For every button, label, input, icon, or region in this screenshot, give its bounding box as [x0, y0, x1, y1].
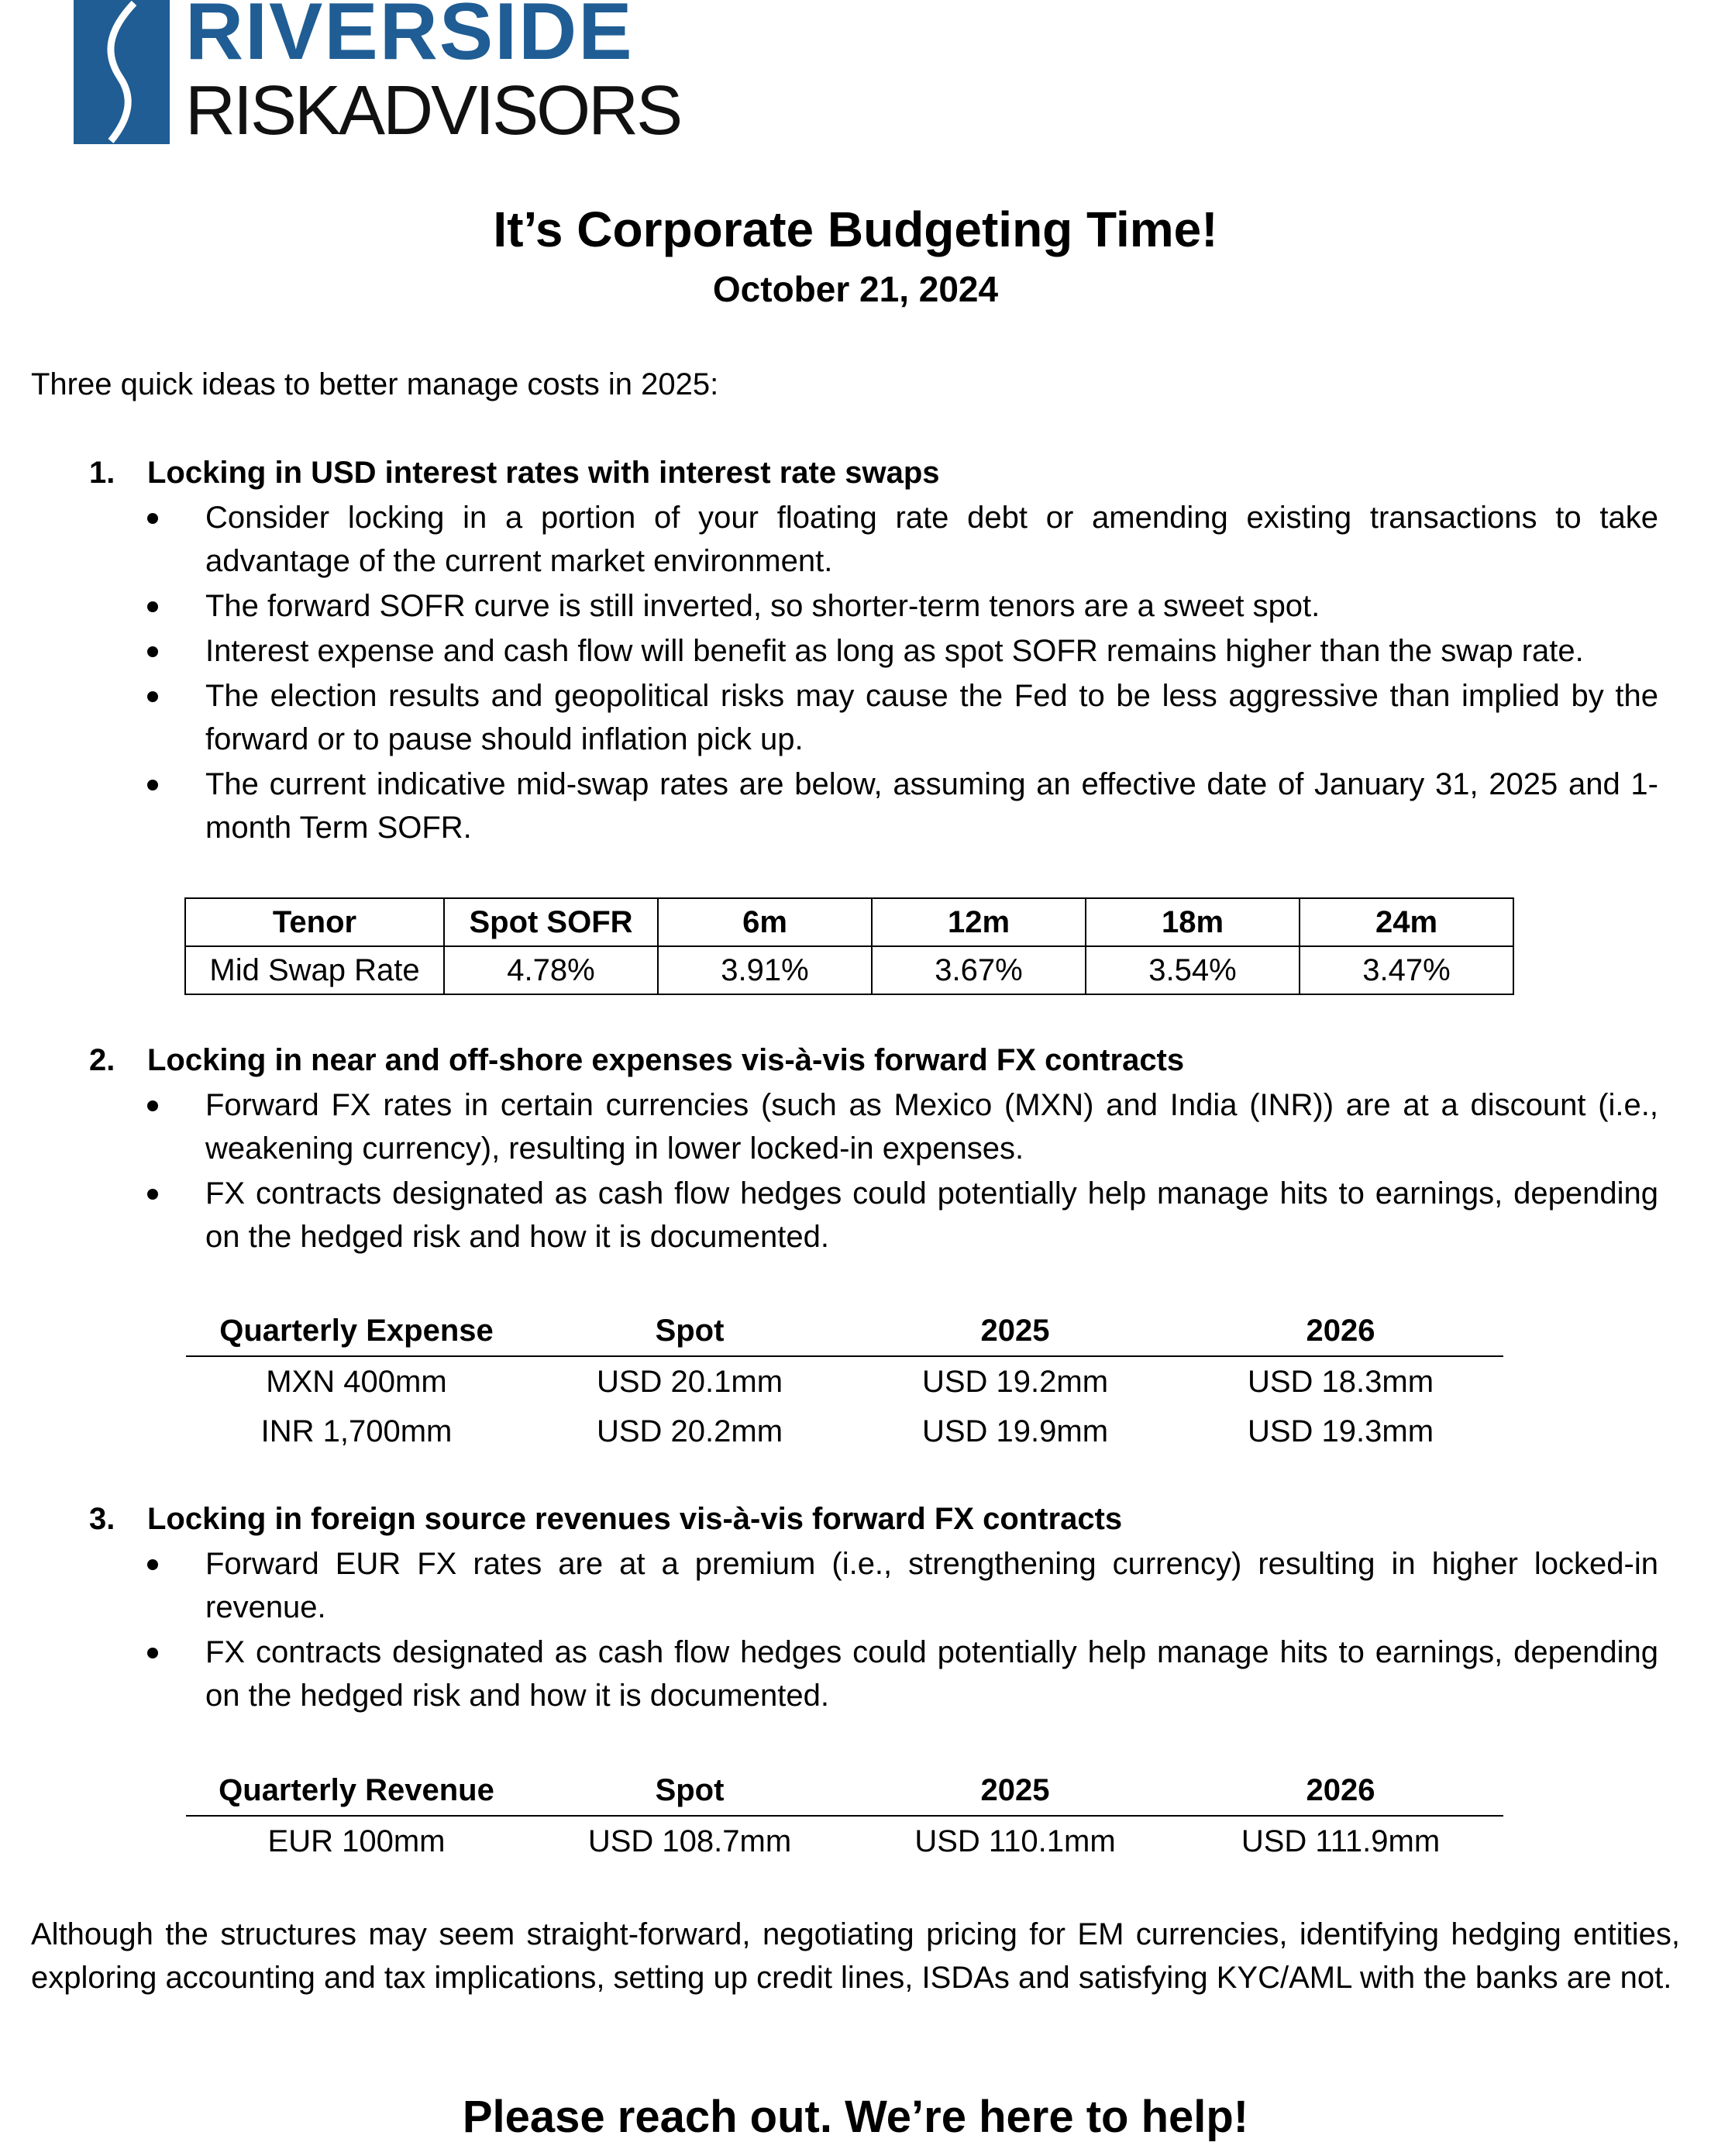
table-header-cell: 2026 — [1178, 1306, 1503, 1356]
table-cell: EUR 100mm — [267, 1824, 446, 1858]
intro-text: Three quick ideas to better manage costs in 2025: — [31, 367, 719, 401]
table-cell: INR 1,700mm — [260, 1414, 453, 1448]
call-to-action: Please reach out. We’re here to help! — [462, 2092, 1249, 2142]
table-header-cell: 24m — [1300, 898, 1513, 946]
table-cell: 3.67% — [872, 946, 1086, 994]
table-header-cell: 2025 — [852, 1306, 1178, 1356]
section-1-heading — [89, 451, 940, 494]
section-2-bullets — [147, 1083, 1658, 1260]
company-logo — [74, 0, 681, 150]
table-cell: MXN 400mm — [266, 1364, 447, 1399]
table-cell: 3.54% — [1086, 946, 1300, 994]
table-header-cell: 6m — [658, 898, 872, 946]
table-cell: Mid Swap Rate — [185, 946, 444, 994]
table-cell: USD 18.3mm — [1247, 1364, 1434, 1399]
bullet-item: FX contracts designated as cash flow hedges could potentially help manage hits to earnings, depending on the hedged risk and how it is documented. — [147, 1172, 1658, 1259]
table-cell: USD 19.3mm — [1247, 1414, 1434, 1448]
table-cell: USD 110.1mm — [914, 1824, 1116, 1858]
page-title: It’s Corporate Budgeting Time! — [493, 201, 1218, 257]
section-2-heading — [89, 1038, 1184, 1082]
table-header-row — [186, 1765, 1503, 1816]
table-header-cell: Quarterly Expense — [186, 1306, 527, 1356]
table-row — [186, 1407, 1503, 1456]
table-cell: USD 111.9mm — [1241, 1824, 1441, 1858]
section-number: 2. — [89, 1043, 115, 1077]
section-title: Locking in foreign source revenues vis-à-vis forward FX contracts — [147, 1502, 1123, 1536]
table-cell: USD 19.9mm — [921, 1414, 1109, 1448]
bullet-item: Interest expense and cash flow will benefit as long as spot SOFR remains higher than the swap rate. — [147, 629, 1658, 673]
table-header-cell: 18m — [1086, 898, 1300, 946]
expense-table — [186, 1306, 1503, 1456]
table-cell: 4.78% — [444, 946, 658, 994]
bullet-item: The current indicative mid-swap rates are below, assuming an effective date of January 31, 2025 and 1-month Term SOFR. — [147, 763, 1658, 849]
section-number: 3. — [89, 1502, 115, 1536]
section-title: Locking in USD interest rates with interest rate swaps — [147, 456, 940, 490]
section-3-bullets — [147, 1542, 1658, 1719]
logo-wordmark-line2: RISKADVISORS — [185, 72, 681, 150]
bullet-item: Consider locking in a portion of your floating rate debt or amending existing transactions to take advantage of the current market environment. — [147, 496, 1658, 583]
table-cell: 3.47% — [1300, 946, 1513, 994]
table-cell: USD 20.1mm — [596, 1364, 783, 1399]
table-header-cell: Quarterly Revenue — [186, 1765, 527, 1816]
bullet-item: The election results and geopolitical risks may cause the Fed to be less aggressive than implied by the forward or to pause should inflation pick up. — [147, 674, 1658, 761]
table-header-row — [185, 898, 1513, 946]
table-header-row — [186, 1306, 1503, 1356]
table-header-cell: Spot — [527, 1765, 852, 1816]
table-cell: USD 20.2mm — [596, 1414, 783, 1448]
bullet-item: Forward EUR FX rates are at a premium (i.e., strengthening currency) resulting in higher locked-in revenue. — [147, 1542, 1658, 1629]
table-row — [186, 1356, 1503, 1407]
table-header-cell: 2026 — [1178, 1765, 1503, 1816]
bullet-item: Forward FX rates in certain currencies (such as Mexico (MXN) and India (INR)) are at a discount (i.e., weakening currency), resulting in lower locked-in expenses. — [147, 1083, 1658, 1170]
bullet-item: FX contracts designated as cash flow hedges could potentially help manage hits to earnings, depending on the hedged risk and how it is documented. — [147, 1631, 1658, 1717]
closing-paragraph: Although the structures may seem straight-forward, negotiating pricing for EM currencies, identifying hedging entities, exploring accounting and tax implications, setting up credit lines, ISDAs and satisfying KYC/AML with the banks are not. — [31, 1917, 1680, 1995]
section-title: Locking in near and off-shore expenses vis-à-vis forward FX contracts — [147, 1043, 1185, 1077]
table-cell: USD 108.7mm — [587, 1824, 792, 1858]
section-1-bullets — [147, 496, 1658, 851]
table-header-cell: Spot SOFR — [444, 898, 658, 946]
table-header-cell: Spot — [527, 1306, 852, 1356]
table-cell: USD 19.2mm — [921, 1364, 1109, 1399]
river-logo-icon — [74, 0, 170, 144]
swap-rate-table — [184, 897, 1514, 995]
logo-wordmark-line1: RIVERSIDE — [185, 0, 634, 77]
revenue-table — [186, 1765, 1503, 1866]
section-3-heading — [89, 1497, 1122, 1541]
section-number: 1. — [89, 456, 115, 490]
table-header-cell: 12m — [872, 898, 1086, 946]
bullet-item: The forward SOFR curve is still inverted, so shorter-term tenors are a sweet spot. — [147, 584, 1658, 628]
table-cell: 3.91% — [658, 946, 872, 994]
page-date: October 21, 2024 — [712, 269, 999, 309]
table-header-cell: Tenor — [185, 898, 444, 946]
table-row — [186, 1816, 1503, 1866]
table-header-cell: 2025 — [852, 1765, 1178, 1816]
table-row — [185, 946, 1513, 994]
